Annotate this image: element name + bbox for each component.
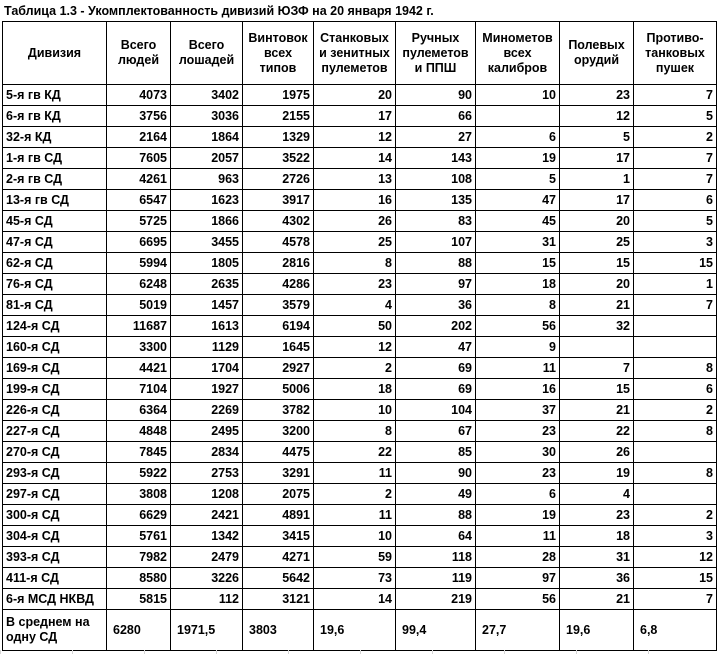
table-row [3,442,717,463]
value-cell: 19 [560,463,634,484]
division-name-cell: 227-я СД [3,421,107,442]
value-cell: 15 [560,379,634,400]
value-cell [634,484,717,505]
value-cell: 20 [560,274,634,295]
value-cell: 7 [634,148,717,169]
division-name-cell: 81-я СД [3,295,107,316]
value-cell: 6248 [107,274,171,295]
value-cell: 4848 [107,421,171,442]
value-cell: 104 [396,400,476,421]
value-cell: 67 [396,421,476,442]
value-cell: 5994 [107,253,171,274]
value-cell: 47 [396,337,476,358]
value-cell: 1613 [171,316,243,337]
column-header: Винтовок всех типов [243,22,314,85]
value-cell: 4475 [243,442,314,463]
value-cell: 1866 [171,211,243,232]
value-cell: 27 [396,127,476,148]
value-cell: 2834 [171,442,243,463]
column-header: Ручных пулеметов и ППШ [396,22,476,85]
value-cell: 1645 [243,337,314,358]
value-cell: 2164 [107,127,171,148]
division-name-cell: 13-я гв СД [3,190,107,211]
column-header: Дивизия [3,22,107,85]
table-row [3,211,717,232]
table-row [3,127,717,148]
table-row [3,274,717,295]
value-cell: 31 [560,547,634,568]
division-name-cell: 6-я МСД НКВД [3,589,107,610]
division-name-cell: 411-я СД [3,568,107,589]
table-row [3,190,717,211]
value-cell: 6364 [107,400,171,421]
value-cell: 6 [476,484,560,505]
division-name-cell: 47-я СД [3,232,107,253]
value-cell: 6695 [107,232,171,253]
value-cell: 12 [314,127,396,148]
value-cell: 5815 [107,589,171,610]
division-name-cell: 199-я СД [3,379,107,400]
value-cell: 4891 [243,505,314,526]
value-cell: 12 [314,337,396,358]
value-cell: 83 [396,211,476,232]
value-cell: 59 [314,547,396,568]
value-cell [634,337,717,358]
division-table [2,21,717,651]
value-cell: 73 [314,568,396,589]
value-cell: 23 [560,505,634,526]
table-row [3,421,717,442]
table-title: Таблица 1.3 - Укомплектованность дивизий ЮЗФ на 20 января 1942 г. [4,4,434,18]
division-name-cell: 45-я СД [3,211,107,232]
value-cell: 20 [314,85,396,106]
division-name-cell: 76-я СД [3,274,107,295]
column-header: Всего людей [107,22,171,85]
average-value-cell: 99,4 [396,610,476,651]
value-cell: 1704 [171,358,243,379]
value-cell: 4421 [107,358,171,379]
value-cell: 11 [314,463,396,484]
division-name-cell: 293-я СД [3,463,107,484]
division-name-cell: 62-я СД [3,253,107,274]
value-cell [634,442,717,463]
division-name-cell: 32-я КД [3,127,107,148]
value-cell: 2726 [243,169,314,190]
value-cell: 18 [560,526,634,547]
value-cell: 1975 [243,85,314,106]
value-cell [476,106,560,127]
value-cell: 6547 [107,190,171,211]
value-cell: 56 [476,316,560,337]
average-value-cell: 19,6 [314,610,396,651]
spreadsheet-gridline [0,650,720,654]
value-cell: 23 [476,463,560,484]
value-cell: 23 [314,274,396,295]
value-cell: 3402 [171,85,243,106]
table-row [3,568,717,589]
value-cell: 2 [634,400,717,421]
value-cell: 5 [476,169,560,190]
value-cell: 66 [396,106,476,127]
value-cell: 8 [314,421,396,442]
value-cell: 5019 [107,295,171,316]
division-name-cell: 160-я СД [3,337,107,358]
value-cell: 3455 [171,232,243,253]
value-cell: 31 [476,232,560,253]
value-cell: 4286 [243,274,314,295]
value-cell: 2 [634,127,717,148]
value-cell: 3 [634,526,717,547]
table-row [3,253,717,274]
value-cell: 19 [476,505,560,526]
value-cell: 90 [396,85,476,106]
value-cell: 16 [314,190,396,211]
division-name-cell: 2-я гв СД [3,169,107,190]
average-label-cell: В среднем на одну СД [3,610,107,651]
table-row [3,106,717,127]
value-cell: 14 [314,148,396,169]
value-cell: 2 [634,505,717,526]
division-name-cell: 1-я гв СД [3,148,107,169]
value-cell: 17 [314,106,396,127]
value-cell: 2269 [171,400,243,421]
value-cell: 2075 [243,484,314,505]
value-cell: 11 [476,526,560,547]
value-cell: 1 [560,169,634,190]
table-row [3,295,717,316]
value-cell: 69 [396,358,476,379]
division-name-cell: 5-я гв КД [3,85,107,106]
value-cell: 3 [634,232,717,253]
value-cell: 17 [560,190,634,211]
division-name-cell: 169-я СД [3,358,107,379]
division-name-cell: 300-я СД [3,505,107,526]
value-cell: 8 [634,421,717,442]
value-cell: 1623 [171,190,243,211]
value-cell: 11 [476,358,560,379]
value-cell: 32 [560,316,634,337]
value-cell: 2753 [171,463,243,484]
value-cell: 112 [171,589,243,610]
division-name-cell: 304-я СД [3,526,107,547]
value-cell: 7845 [107,442,171,463]
column-header: Противо-танковых пушек [634,22,717,85]
value-cell: 11 [314,505,396,526]
table-row [3,316,717,337]
column-header: Всего лошадей [171,22,243,85]
table-row [3,589,717,610]
value-cell: 23 [476,421,560,442]
table-row [3,337,717,358]
value-cell: 36 [396,295,476,316]
value-cell: 19 [476,148,560,169]
table-row [3,547,717,568]
value-cell: 2495 [171,421,243,442]
table-row [3,85,717,106]
value-cell: 30 [476,442,560,463]
division-name-cell: 393-я СД [3,547,107,568]
value-cell: 3782 [243,400,314,421]
value-cell: 2635 [171,274,243,295]
value-cell: 135 [396,190,476,211]
value-cell: 8580 [107,568,171,589]
division-name-cell: 297-я СД [3,484,107,505]
value-cell: 4 [314,295,396,316]
value-cell: 18 [476,274,560,295]
table-row [3,169,717,190]
average-value-cell: 19,6 [560,610,634,651]
value-cell: 3808 [107,484,171,505]
column-header: Станковых и зенитных пулеметов [314,22,396,85]
value-cell: 17 [560,148,634,169]
table-row [3,484,717,505]
value-cell: 36 [560,568,634,589]
division-name-cell: 6-я гв КД [3,106,107,127]
value-cell [634,316,717,337]
average-row [3,610,717,651]
value-cell: 5 [634,106,717,127]
value-cell: 1342 [171,526,243,547]
value-cell: 8 [634,463,717,484]
value-cell: 3917 [243,190,314,211]
value-cell: 14 [314,589,396,610]
value-cell: 13 [314,169,396,190]
value-cell [560,337,634,358]
value-cell: 3036 [171,106,243,127]
value-cell: 1805 [171,253,243,274]
value-cell: 3291 [243,463,314,484]
value-cell: 15 [476,253,560,274]
value-cell: 8 [634,358,717,379]
value-cell: 97 [476,568,560,589]
value-cell: 88 [396,505,476,526]
value-cell: 18 [314,379,396,400]
value-cell: 3756 [107,106,171,127]
value-cell: 202 [396,316,476,337]
average-value-cell: 6,8 [634,610,717,651]
value-cell: 4302 [243,211,314,232]
value-cell: 69 [396,379,476,400]
value-cell: 11687 [107,316,171,337]
value-cell: 56 [476,589,560,610]
value-cell: 2927 [243,358,314,379]
value-cell: 22 [314,442,396,463]
value-cell: 118 [396,547,476,568]
value-cell: 4073 [107,85,171,106]
value-cell: 20 [560,211,634,232]
value-cell: 23 [560,85,634,106]
value-cell: 7104 [107,379,171,400]
value-cell: 5642 [243,568,314,589]
division-name-cell: 124-я СД [3,316,107,337]
value-cell: 143 [396,148,476,169]
average-value-cell: 3803 [243,610,314,651]
value-cell: 7 [634,169,717,190]
value-cell: 6 [476,127,560,148]
value-cell: 219 [396,589,476,610]
table-row [3,379,717,400]
value-cell: 2816 [243,253,314,274]
value-cell: 85 [396,442,476,463]
value-cell: 5 [560,127,634,148]
header-row [3,22,717,85]
value-cell: 119 [396,568,476,589]
value-cell: 6 [634,379,717,400]
value-cell: 49 [396,484,476,505]
value-cell: 37 [476,400,560,421]
value-cell: 26 [314,211,396,232]
value-cell: 2057 [171,148,243,169]
value-cell: 3121 [243,589,314,610]
table-row [3,526,717,547]
value-cell: 12 [560,106,634,127]
value-cell: 6 [634,190,717,211]
value-cell: 1 [634,274,717,295]
value-cell: 28 [476,547,560,568]
value-cell: 2 [314,358,396,379]
value-cell: 1129 [171,337,243,358]
value-cell: 963 [171,169,243,190]
value-cell: 1864 [171,127,243,148]
value-cell: 1457 [171,295,243,316]
column-header: Минометов всех калибров [476,22,560,85]
value-cell: 25 [560,232,634,253]
value-cell: 45 [476,211,560,232]
value-cell: 15 [634,568,717,589]
table-row [3,358,717,379]
division-name-cell: 226-я СД [3,400,107,421]
value-cell: 1927 [171,379,243,400]
value-cell: 10 [314,400,396,421]
value-cell: 26 [560,442,634,463]
value-cell: 1329 [243,127,314,148]
value-cell: 47 [476,190,560,211]
value-cell: 3522 [243,148,314,169]
value-cell: 1208 [171,484,243,505]
value-cell: 6194 [243,316,314,337]
value-cell: 3200 [243,421,314,442]
value-cell: 2479 [171,547,243,568]
value-cell: 9 [476,337,560,358]
value-cell: 5761 [107,526,171,547]
value-cell: 6629 [107,505,171,526]
value-cell: 4 [560,484,634,505]
value-cell: 21 [560,295,634,316]
value-cell: 8 [314,253,396,274]
value-cell: 7605 [107,148,171,169]
column-header: Полевых орудий [560,22,634,85]
value-cell: 3415 [243,526,314,547]
average-value-cell: 6280 [107,610,171,651]
table-row [3,232,717,253]
value-cell: 3579 [243,295,314,316]
value-cell: 3300 [107,337,171,358]
value-cell: 5725 [107,211,171,232]
value-cell: 4271 [243,547,314,568]
value-cell: 8 [476,295,560,316]
value-cell: 7 [634,589,717,610]
value-cell: 7 [560,358,634,379]
value-cell: 15 [634,253,717,274]
value-cell: 12 [634,547,717,568]
value-cell: 15 [560,253,634,274]
value-cell: 97 [396,274,476,295]
value-cell: 4578 [243,232,314,253]
average-value-cell: 1971,5 [171,610,243,651]
value-cell: 21 [560,400,634,421]
value-cell: 107 [396,232,476,253]
value-cell: 16 [476,379,560,400]
value-cell: 5006 [243,379,314,400]
table-row [3,400,717,421]
value-cell: 7982 [107,547,171,568]
value-cell: 3226 [171,568,243,589]
value-cell: 21 [560,589,634,610]
table-row [3,505,717,526]
average-value-cell: 27,7 [476,610,560,651]
value-cell: 7 [634,295,717,316]
value-cell: 88 [396,253,476,274]
value-cell: 2 [314,484,396,505]
value-cell: 90 [396,463,476,484]
value-cell: 4261 [107,169,171,190]
value-cell: 7 [634,85,717,106]
table-row [3,148,717,169]
value-cell: 108 [396,169,476,190]
value-cell: 10 [476,85,560,106]
table-row [3,463,717,484]
value-cell: 64 [396,526,476,547]
value-cell: 2421 [171,505,243,526]
value-cell: 2155 [243,106,314,127]
value-cell: 5922 [107,463,171,484]
value-cell: 5 [634,211,717,232]
value-cell: 50 [314,316,396,337]
division-name-cell: 270-я СД [3,442,107,463]
value-cell: 10 [314,526,396,547]
value-cell: 25 [314,232,396,253]
value-cell: 22 [560,421,634,442]
